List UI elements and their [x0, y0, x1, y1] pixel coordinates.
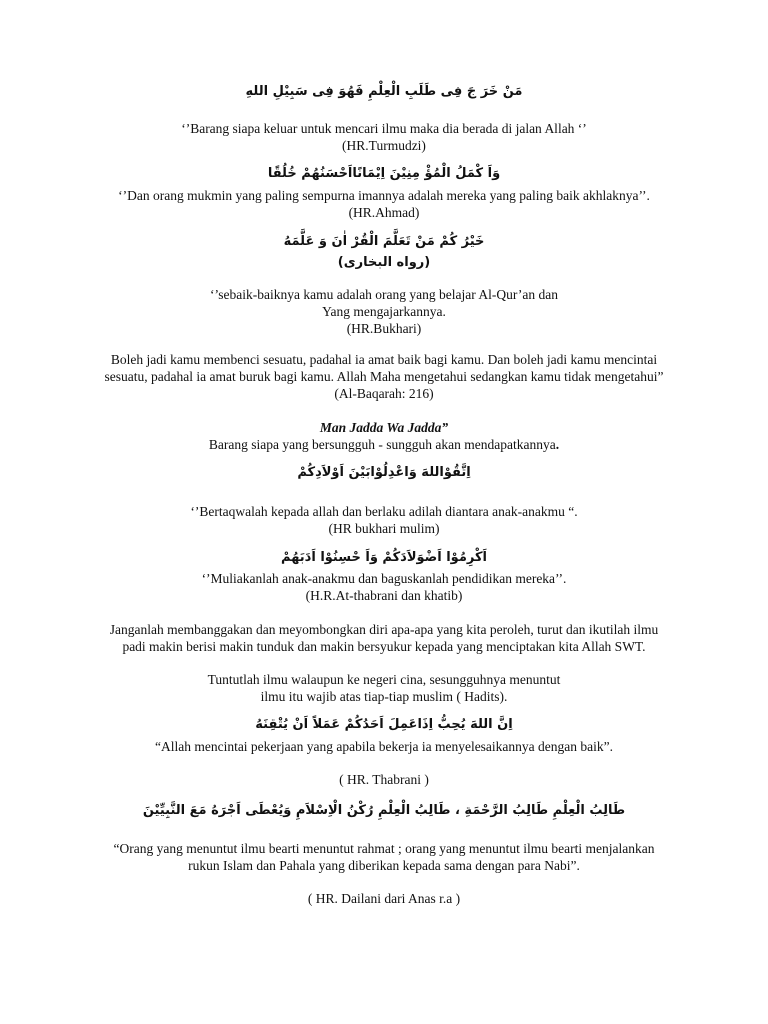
proverb-title: Man Jadda Wa Jadda” — [319, 420, 449, 435]
arabic-verse: اِتَّقُوْاللهَ وَاعْدِلُوْابَيْنَ اَوْلاَدِكُمْ — [297, 465, 471, 480]
arabic-source: (رواه البخارى) — [337, 255, 431, 270]
source-reference: ( HR. Dailani dari Anas r.a ) — [307, 891, 461, 906]
arabic-verse: مَنْ خَرَ جَ فِى طَلَبِ الْعِلْمِ فَهُوَ فِى سَبِيْلِ اللهِ — [245, 84, 523, 99]
translation-line: Yang mengajarkannya. — [322, 304, 446, 319]
source-reference: (HR.Turmudzi) — [342, 138, 426, 153]
paragraph-line: Janganlah membanggakan dan meyombongkan diri apa-apa yang kita peroleh, turut dan ikutilah ilmu — [109, 622, 659, 637]
paragraph-line: ilmu itu wajib atas tiap-tiap muslim ( Hadits). — [260, 689, 508, 704]
source-reference: (H.R.At-thabrani dan khatib) — [305, 588, 463, 603]
paragraph-line: Boleh jadi kamu membenci sesuatu, padahal ia amat baik bagi kamu. Dan boleh jadi kamu mencintai — [110, 352, 658, 367]
arabic-verse: خَيْرُ كُمْ مَنْ تَعَلَّمَ الْقُرْ اٰنَ وَ عَلَّمَهُ — [283, 234, 485, 249]
translation-line: ‘’sebaik-baiknya kamu adalah orang yang belajar Al-Qur’an dan — [210, 287, 558, 302]
proverb-meaning-period: . — [555, 437, 560, 452]
source-reference: (Al-Baqarah: 216) — [334, 386, 434, 401]
translation-line: rukun Islam dan Pahala yang diberikan kepada sama dengan para Nabi”. — [188, 858, 580, 873]
translation-line: ‘’Barang siapa keluar untuk mencari ilmu maka dia berada di jalan Allah ‘’ — [181, 121, 587, 136]
translation-line: ‘’Bertaqwalah kepada allah dan berlaku adilah diantara anak-anakmu “. — [190, 504, 578, 519]
translation-line: ‘’Dan orang mukmin yang paling sempurna imannya adalah mereka yang paling baik akhlaknya’’. — [118, 188, 650, 203]
arabic-verse: اِنَّ اللهَ يُحِبُّ اِذَاعَمِلَ اَحَدُكُمْ عَمَلاً اَنْ يُتْقِنَهُ — [255, 717, 513, 732]
arabic-verse: اَكْرِمُوْا اَضْوَلاَدَكُمْ وَاَ حْسِنُوْا اَدَبَهُمْ — [281, 550, 487, 565]
paragraph-line: Tuntutlah ilmu walaupun ke negeri cina, sesungguhnya menuntut — [207, 672, 561, 687]
translation-line: “Orang yang menuntut ilmu bearti menuntut rahmat ; orang yang menuntut ilmu bearti menjalankan — [113, 841, 655, 856]
source-reference: ( HR. Thabrani ) — [339, 772, 429, 787]
paragraph-line: sesuatu, padahal ia amat buruk bagi kamu. Allah Maha mengetahui sedangkan kamu tidak mengetahui” — [104, 369, 664, 384]
arabic-verse: وَاَ كْمَلُ الْمُؤْ مِنِيْنَ اِيْمَانًااَحْسَنُهُمْ خُلُقًا — [267, 166, 501, 181]
translation-line: “Allah mencintai pekerjaan yang apabila bekerja ia menyelesaikannya dengan baik”. — [154, 739, 614, 754]
source-reference: (HR.Ahmad) — [348, 205, 420, 220]
proverb-meaning-text: Barang siapa yang bersungguh - sungguh akan mendapatkannya — [208, 437, 556, 452]
source-reference: (HR.Bukhari) — [346, 321, 422, 336]
proverb-meaning — [0, 437, 768, 453]
translation-line: ‘’Muliakanlah anak-anakmu dan baguskanlah pendidikan mereka’’. — [201, 571, 567, 586]
paragraph-line: padi makin berisi makin tunduk dan makin bersyukur kepada yang menciptakan kita Allah SWT. — [122, 639, 646, 654]
source-reference: (HR bukhari mulim) — [328, 521, 440, 536]
arabic-verse: طَالِبُ الْعِلْمِ طَالِبُ الرَّحْمَةِ ، طَالِبُ الْعِلْمِ رُكْنُ الْاِسْلاَمِ وَيُعْطَى اَجْرَهُ مَعَ النَّبِيِّيْنَ — [142, 803, 626, 818]
